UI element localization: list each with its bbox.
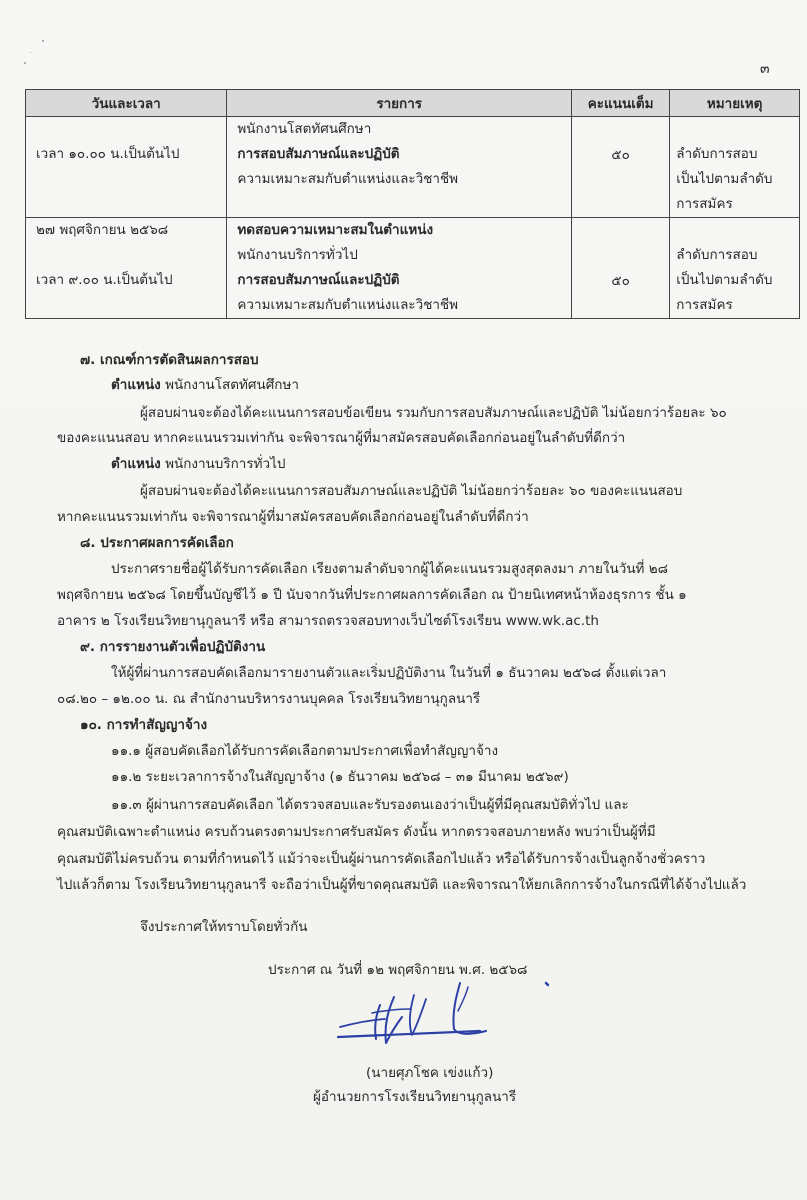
paragraph-line: ของคะแนนสอบ หากคะแนนรวมเท่ากัน จะพิจารณาผู้ที่มาสมัครสอบคัดเลือกก่อนอยู่ในลำดับที่ดีกว่า	[57, 430, 626, 446]
row1-items-cell	[227, 117, 572, 218]
row1-score-cell	[571, 117, 669, 218]
position-line-1	[111, 373, 299, 395]
paragraph-line: อาคาร ๒ โรงเรียนวิทยานุกูลนารี หรือ สามารถตรวจสอบทางเว็บไซต์โรงเรียน www.wk.ac.th	[57, 613, 599, 629]
signer-name: (นายศุภโชค เข่งแก้ว)	[366, 1065, 494, 1081]
scan-speck	[24, 62, 26, 64]
section-7-title: ๗. เกณฑ์การตัดสินผลการสอบ	[80, 352, 259, 368]
row1-date-cell	[26, 117, 227, 218]
paragraph-line: คุณสมบัติไม่ครบถ้วน ตามที่กำหนดไว้ แม้ว่าจะเป็นผู้ผ่านการคัดเลือกไปแล้ว หรือได้รับการจ้างเป็นลูกจ้างชั่วคราว	[57, 851, 706, 867]
header-date-time: วันและเวลา	[26, 90, 227, 117]
paragraph-line: คุณสมบัติเฉพาะตำแหน่ง ครบถ้วนตรงตามประกาศรับสมัคร ดังนั้น หากตรวจสอบภายหลัง พบว่าเป็นผู้ที่มี	[57, 824, 656, 840]
item-line: การสอบสัมภาษณ์และปฏิบัติ	[237, 272, 400, 288]
remark-line: ลำดับการสอบ	[676, 247, 758, 263]
date-line	[36, 117, 226, 142]
paragraph-line: ๑๑.๒ ระยะเวลาการจ้างในสัญญาจ้าง (๑ ธันวาคม ๒๕๖๘ – ๓๑ มีนาคม ๒๕๖๙)	[111, 769, 569, 785]
announcement-date: ประกาศ ณ วันที่ ๑๒ พฤศจิกายน พ.ศ. ๒๕๖๘	[268, 962, 528, 978]
section-8-title: ๘. ประกาศผลการคัดเลือก	[80, 535, 234, 551]
item-line: ความเหมาะสมกับตำแหน่งและวิชาชีพ	[237, 171, 459, 187]
remark-line: การสมัคร	[676, 297, 733, 313]
date-line	[36, 243, 226, 268]
remark-line: เป็นไปตามลำดับ	[676, 171, 773, 187]
signer-title: ผู้อำนวยการโรงเรียนวิทยานุกูลนารี	[313, 1089, 517, 1105]
announcement-text: จึงประกาศให้ทราบโดยทั่วกัน	[140, 919, 308, 935]
section-10-title: ๑๐. การทำสัญญาจ้าง	[80, 717, 208, 733]
date-line	[36, 167, 226, 192]
remark-line: เป็นไปตามลำดับ	[676, 272, 773, 288]
date-line: เวลา ๑๐.๐๐ น.เป็นต้นไป	[36, 146, 180, 162]
date-line: ๒๗ พฤศจิกายน ๒๕๖๘	[36, 222, 169, 238]
score-value: ๕๐	[611, 273, 630, 289]
row2-items-cell	[227, 218, 572, 319]
paragraph-line: พฤศจิกายน ๒๕๖๘ โดยขึ้นบัญชีไว้ ๑ ปี นับจากวันที่ประกาศผลการคัดเลือก ณ ป้ายนิเทศหน้าห้องธุรการ ชั้น ๑	[57, 587, 687, 603]
item-line: พนักงานโสตทัศนศึกษา	[237, 121, 372, 137]
row2-score-cell	[571, 218, 669, 319]
paragraph-line: หากคะแนนรวมเท่ากัน จะพิจารณาผู้ที่มาสมัครสอบคัดเลือกก่อนอยู่ในลำดับที่ดีกว่า	[57, 509, 529, 525]
header-remarks: หมายเหตุ	[670, 90, 800, 117]
table-row	[26, 117, 800, 218]
header-items: รายการ	[227, 90, 572, 117]
table-row	[26, 218, 800, 319]
scan-speck	[30, 52, 31, 53]
date-line: เวลา ๙.๐๐ น.เป็นต้นไป	[36, 272, 173, 288]
paragraph-line: ๐๘.๒๐ – ๑๒.๐๐ น. ณ สำนักงานบริหารงานบุคคล โรงเรียนวิทยานุกูลนารี	[57, 691, 481, 707]
page-number: ๓	[760, 61, 770, 77]
paragraph-line: ๑๑.๓ ผู้ผ่านการสอบคัดเลือก ได้ตรวจสอบและรับรองตนเองว่าเป็นผู้ที่มีคุณสมบัติทั่วไป และ	[111, 797, 629, 813]
row2-date-cell	[26, 218, 227, 319]
paragraph-line: ประกาศรายชื่อผู้ได้รับการคัดเลือก เรียงตามลำดับจากผู้ได้คะแนนรวมสูงสุดลงมา ภายในวันที่ ๒๘	[111, 561, 669, 577]
row2-remark-cell	[670, 218, 800, 319]
schedule-table	[25, 89, 800, 319]
paragraph-line: ผู้สอบผ่านจะต้องได้คะแนนการสอบข้อเขียน รวมกับการสอบสัมภาษณ์และปฏิบัติ ไม่น้อยกว่าร้อยละ ๖๐	[140, 405, 727, 421]
position-name: พนักงานโสตทัศนศึกษา	[165, 377, 299, 393]
position-label: ตำแหน่ง	[111, 456, 161, 472]
paragraph-line: ๑๑.๑ ผู้สอบคัดเลือกได้รับการคัดเลือกตามประกาศเพื่อทำสัญญาจ้าง	[111, 743, 499, 759]
remark-line: ลำดับการสอบ	[676, 146, 758, 162]
row1-remark-cell	[670, 117, 800, 218]
signature-image	[310, 965, 610, 1055]
table-header-row	[26, 90, 800, 117]
remark-line: การสมัคร	[676, 196, 733, 212]
position-line-2	[111, 452, 285, 474]
paragraph-line: ผู้สอบผ่านจะต้องได้คะแนนการสอบสัมภาษณ์และปฏิบัติ ไม่น้อยกว่าร้อยละ ๖๐ ของคะแนนสอบ	[140, 483, 683, 499]
item-line: ความเหมาะสมกับตำแหน่งและวิชาชีพ	[237, 297, 459, 313]
position-name: พนักงานบริการทั่วไป	[165, 456, 286, 472]
scan-speck	[42, 40, 44, 42]
paragraph-line: ไปแล้วก็ตาม โรงเรียนวิทยานุกูลนารี จะถือว่าเป็นผู้ที่ขาดคุณสมบัติ และพิจารณาให้ยกเลิกการจ้างในกรณีที่ได้จ้างไปแล้ว	[57, 877, 747, 893]
section-9-title: ๙. การรายงานตัวเพื่อปฏิบัติงาน	[80, 639, 266, 655]
item-line: ทดสอบความเหมาะสมในตำแหน่ง	[237, 222, 434, 238]
date-line	[36, 293, 226, 318]
header-full-score: คะแนนเต็ม	[571, 90, 669, 117]
score-value: ๕๐	[611, 147, 630, 163]
paragraph-line: ให้ผู้ที่ผ่านการสอบคัดเลือกมารายงานตัวและเริ่มปฏิบัติงาน ในวันที่ ๑ ธันวาคม ๒๕๖๘ ตั้งแต่เวลา	[111, 665, 667, 681]
item-line: พนักงานบริการทั่วไป	[237, 247, 358, 263]
position-label: ตำแหน่ง	[111, 377, 161, 393]
item-line: การสอบสัมภาษณ์และปฏิบัติ	[237, 146, 400, 162]
